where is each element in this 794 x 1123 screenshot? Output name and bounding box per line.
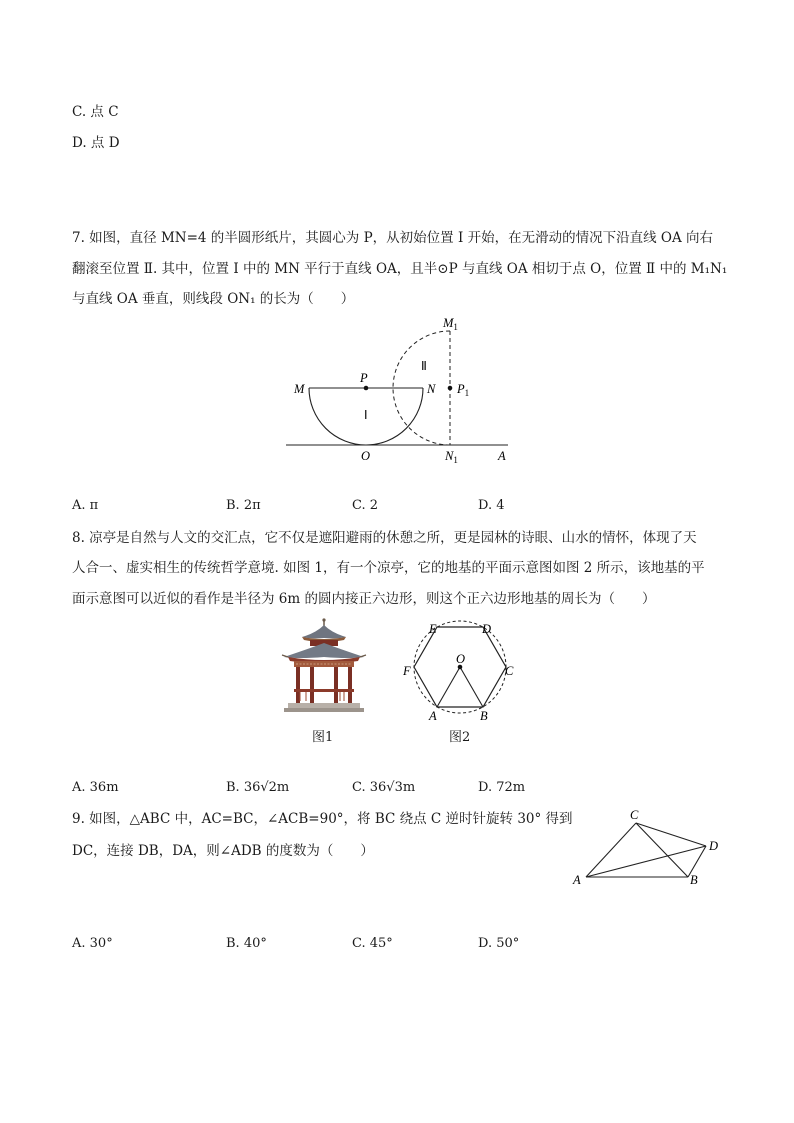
- q7-figure: [280, 312, 520, 472]
- q9-figure: [568, 806, 728, 890]
- q7-option-c: C. 2: [352, 498, 379, 513]
- q8-text-line2: 人合一、虚实相生的传统哲学意境. 如图 1，有一个凉亭，它的地基的平面示意图如图 2 所示，该地基的平: [72, 560, 705, 576]
- point-p1: [448, 386, 453, 391]
- tri-label-d: D: [709, 839, 719, 853]
- label-m: M: [294, 382, 305, 396]
- q8-option-b: B. 36√2m: [226, 780, 290, 795]
- hex-label-c: C: [505, 664, 514, 678]
- label-p1: $P_1$: [457, 382, 470, 398]
- label-o: O: [361, 449, 371, 463]
- q7-text-line1: 7. 如图，直径 MN=4 的半圆形纸片，其圆心为 P，从初始位置 Ⅰ 开始，在无滑动的情况下沿直线 OA 向右: [72, 230, 713, 246]
- label-p: P: [360, 371, 368, 385]
- q8-option-a: A. 36m: [72, 780, 119, 795]
- q9-option-d: D. 50°: [478, 936, 520, 951]
- hex-label-f: F: [403, 664, 411, 678]
- q7-text-line3: 与直线 OA 垂直，则线段 ON₁ 的长为（ ）: [72, 291, 355, 307]
- hex-label-d: D: [482, 622, 492, 636]
- q8-text-line1: 8. 凉亭是自然与人文的交汇点，它不仅是遮阳避雨的休憩之所，更是园林的诗眼、山水的情怀，体现了天: [72, 530, 697, 546]
- hex-label-a: A: [429, 709, 437, 723]
- tri-label-c: C: [630, 808, 639, 822]
- q7-option-d: D. 4: [478, 498, 505, 513]
- tri-label-a: A: [573, 873, 581, 887]
- q6-option-d: D. 点 D: [72, 135, 120, 151]
- pavilion-image: [280, 617, 368, 713]
- hex-label-o: O: [456, 652, 466, 666]
- q7-option-a: A. π: [72, 498, 99, 513]
- label-n1: $N_1$: [445, 449, 458, 465]
- q8-option-c: C. 36√3m: [352, 780, 416, 795]
- q8-hexagon-figure: [402, 617, 522, 725]
- q9-text-line1: 9. 如图，△ABC 中，AC=BC，∠ACB=90°，将 BC 绕点 C 逆时针旋转 30° 得到: [72, 811, 573, 827]
- hex-label-e: E: [429, 622, 437, 636]
- q8-option-d: D. 72m: [478, 780, 526, 795]
- figure-1-caption: 图1: [312, 730, 334, 745]
- q9-option-a: A. 30°: [72, 936, 113, 951]
- q8-text-line3: 面示意图可以近似的看作是半径为 6m 的圆内接正六边形，则这个正六边形地基的周长为（ ）: [72, 591, 656, 607]
- label-region-1: Ⅰ: [364, 408, 368, 422]
- point-p: [364, 386, 369, 391]
- tri-label-b: B: [690, 873, 698, 887]
- figure-2-caption: 图2: [449, 730, 471, 745]
- label-m1: $M_1$: [443, 316, 458, 332]
- q9-option-c: C. 45°: [352, 936, 393, 951]
- q7-text-line2: 翻滚至位置 Ⅱ. 其中，位置 Ⅰ 中的 MN 平行于直线 OA，且半⊙P 与直线 OA 相切于点 O，位置 Ⅱ 中的 M₁N₁: [72, 261, 728, 277]
- q9-option-b: B. 40°: [226, 936, 267, 951]
- label-n: N: [427, 382, 436, 396]
- q7-option-b: B. 2π: [226, 498, 261, 513]
- q6-option-c: C. 点 C: [72, 104, 119, 120]
- q9-text-line2: DC，连接 DB，DA，则∠ADB 的度数为（ ）: [72, 843, 374, 859]
- label-region-2: Ⅱ: [421, 359, 427, 373]
- hex-label-b: B: [480, 709, 488, 723]
- label-a: A: [498, 449, 506, 463]
